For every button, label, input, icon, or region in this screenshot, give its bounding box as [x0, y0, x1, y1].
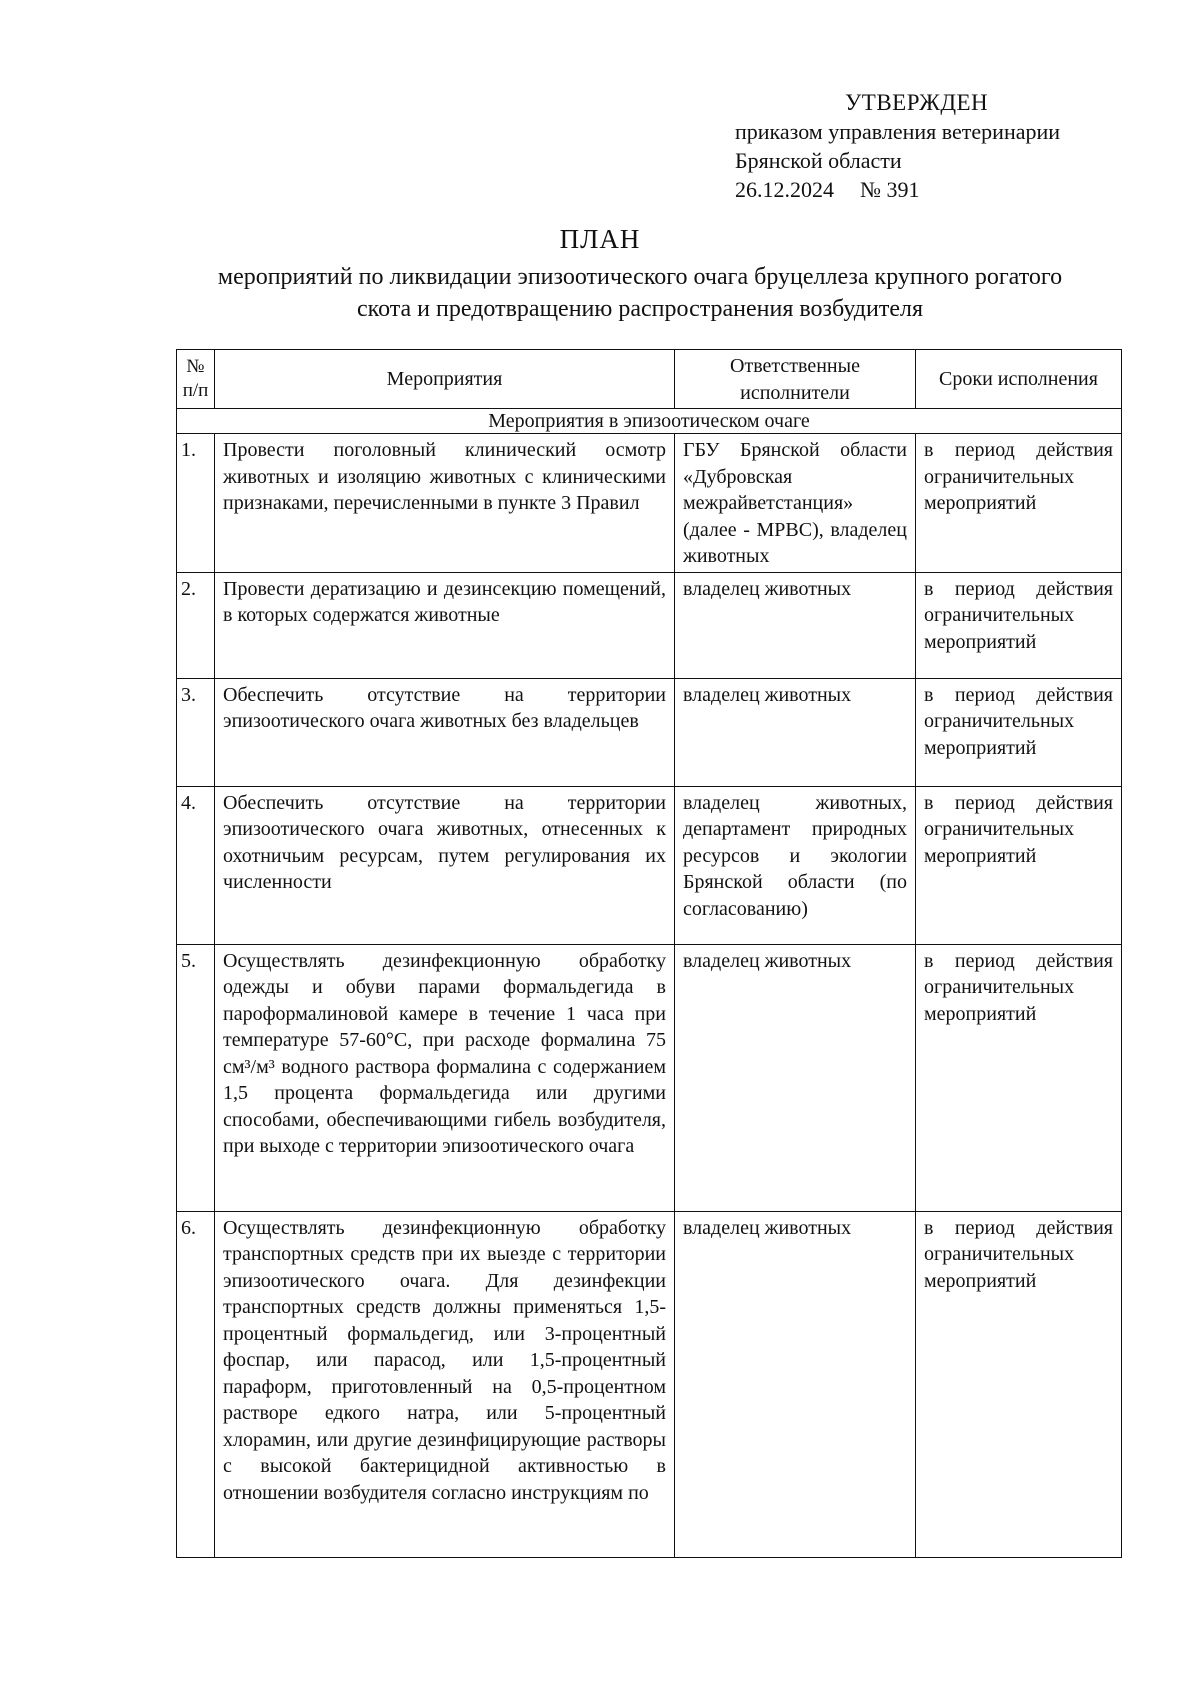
table-row	[177, 434, 1122, 573]
approval-number: № 391	[860, 177, 920, 202]
row-deadline: в период действия ограничительных мероприятий	[916, 678, 1122, 786]
row-num: 1.	[177, 434, 215, 573]
table-header-row	[177, 350, 1122, 409]
table-row	[177, 944, 1122, 1211]
row-deadline: в период действия ограничительных мероприятий	[916, 572, 1122, 678]
row-deadline: в период действия ограничительных мероприятий	[916, 944, 1122, 1211]
row-num: 2.	[177, 572, 215, 678]
row-responsible: владелец животных	[675, 572, 916, 678]
row-responsible: владелец животных, департамент природных ресурсов и экологии Брянской области (по согласованию)	[675, 786, 916, 944]
row-responsible: владелец животных	[675, 944, 916, 1211]
table-row	[177, 1211, 1122, 1557]
row-responsible: владелец животных	[675, 678, 916, 786]
row-num: 3.	[177, 678, 215, 786]
approval-region-line: Брянской области	[735, 148, 902, 173]
plan-title: ПЛАН	[559, 224, 641, 254]
section-row	[177, 409, 1122, 434]
row-activity: Обеспечить отсутствие на территории эпизоотического очага животных, отнесенных к охотничьим ресурсам, путем регулирования их численности	[215, 786, 675, 944]
row-deadline: в период действия ограничительных мероприятий	[916, 1211, 1122, 1557]
plan-table	[176, 349, 1122, 1558]
approval-block	[735, 88, 1135, 204]
header-num: № п/п	[177, 350, 215, 409]
row-activity: Обеспечить отсутствие на территории эпизоотического очага животных без владельцев	[215, 678, 675, 786]
row-activity: Осуществлять дезинфекционную обработку транспортных средств при их выезде с территории эпизоотического очага. Для дезинфекции транспортных средств должны применяться 1,5-процентный формальдегид, или 3-процентный фоспар, или парасод, или 1,5-процентный параформ, приготовленный на 0,5-процентном растворе едкого натра, или 5-процентный хлорамин, или другие дезинфицирующие растворы с высокой бактерицидной активностью в отношении возбудителя согласно инструкциям по	[215, 1211, 675, 1557]
approval-date-line	[735, 175, 1135, 204]
header-responsible: Ответственные исполнители	[675, 350, 916, 409]
row-activity: Провести дератизацию и дезинсекцию помещений, в которых содержатся животные	[215, 572, 675, 678]
row-responsible: ГБУ Брянской области «Дубровская межрайветстанция» (далее - МРВС), владелец животных	[675, 434, 916, 573]
plan-subtitle: мероприятий по ликвидации эпизоотического очага бруцеллеза крупного рогатого скота и предотвращению распространения возбудителя	[217, 264, 1063, 322]
approval-date: 26.12.2024	[735, 177, 834, 202]
row-activity: Осуществлять дезинфекционную обработку одежды и обуви парами формальдегида в пароформалиновой камере в течение 1 часа при температуре 57-60°С, при расходе формалина 75 см³/м³ водного раствора формалина с содержанием 1,5 процента формальдегида или другими способами, обеспечивающими гибель возбудителя, при выходе с территории эпизоотического очага	[215, 944, 675, 1211]
table-row	[177, 786, 1122, 944]
row-num: 6.	[177, 1211, 215, 1557]
row-num: 4.	[177, 786, 215, 944]
row-activity: Провести поголовный клинический осмотр животных и изоляцию животных с клиническими признаками, перечисленными в пункте 3 Правил	[215, 434, 675, 573]
table-row	[177, 678, 1122, 786]
row-deadline: в период действия ограничительных мероприятий	[916, 786, 1122, 944]
header-activity: Мероприятия	[215, 350, 675, 409]
row-deadline: в период действия ограничительных мероприятий	[916, 434, 1122, 573]
table-row	[177, 572, 1122, 678]
approval-title: УТВЕРЖДЕН	[845, 90, 989, 115]
row-responsible: владелец животных	[675, 1211, 916, 1557]
section-title: Мероприятия в эпизоотическом очаге	[177, 409, 1122, 434]
approval-order-line: приказом управления ветеринарии	[735, 119, 1061, 144]
header-deadline: Сроки исполнения	[916, 350, 1122, 409]
row-num: 5.	[177, 944, 215, 1211]
